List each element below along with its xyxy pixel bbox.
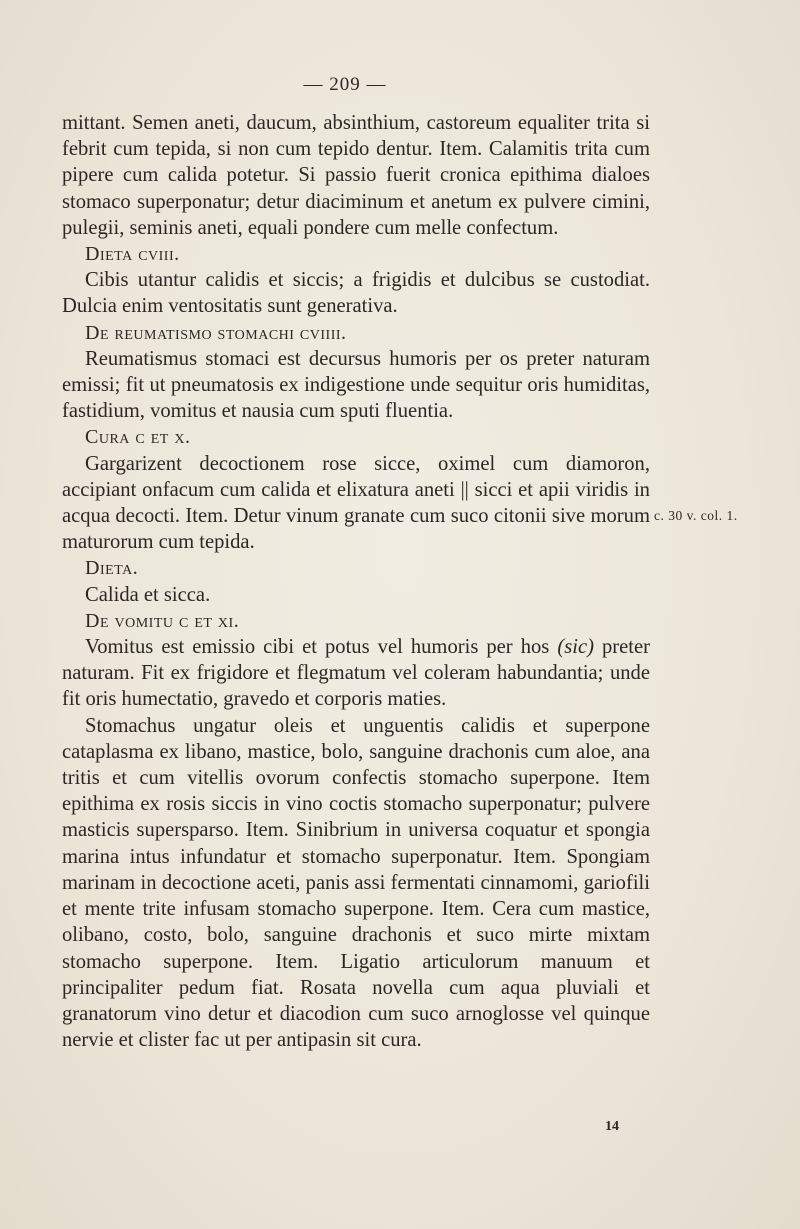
paragraph: Stomachus ungatur oleis et unguentis calidis et superpone cataplasma ex libano, mastice, bolo, sanguine drachonis cum aloe, ana tritis et cum vitellis ovorum confectis stomacho superpone. Item epithima ex rosis siccis in vino coctis stomacho superponatur; pulvere masticis supersparso. Item. Sinibrium in universa coquatur et spongia marina intus infundatur et stomacho superponatur. Item. Spongiam marinam in decoctione aceti, panis assi fermentati cinnamomi, gariofili et mente trite infusam stomacho superpone. Item. Cera cum mastice, olibano, costo, bolo, sanguine drachonis et suco mirte mixtam stomacho superpone. Item. Ligatio articulorum manuum et principaliter pedum fiat. Rosata novella cum aqua pluviali et granatorum vino detur et diacodion cum suco arnoglosse vel quinque nervie et clister fac ut per antipasin sit cura.: [62, 714, 650, 1052]
paragraph: Calida et sicca.: [85, 583, 211, 606]
section-heading: Dieta.: [85, 557, 139, 580]
section-heading: De reumatismo stomachi cviiii.: [85, 321, 347, 344]
text-body: [62, 110, 650, 1053]
paragraph-part: preter naturam. Fit ex frigidore et flegmatum vel coleram habundantia; unde fit oris humectatio, gravedo et corporis maties.: [62, 636, 650, 711]
paragraph-part: Vomitus est emissio cibi et potus vel humoris per hos: [85, 636, 550, 659]
page-number: — 209 —: [303, 74, 387, 95]
paragraph-part: Gargarizent decoctionem rose sicce, oximel cum diamoron, accipiant onfacum cum calida et elixatura aneti: [62, 452, 650, 501]
paragraph: Cibis utantur calidis et siccis; a frigidis et dulcibus se custodiat. Dulcia enim ventositatis sunt generativa.: [62, 269, 650, 318]
paragraph: [62, 634, 650, 713]
paragraph: Reumatismus stomaci est decursus humoris per os preter naturam emissi; fit ut pneumatosis ex indigestione unde sequitur oris humiditas, fastidium, vomitus et nausia cum sputi fluentia.: [62, 347, 650, 423]
margin-note: c. 30 v. col. 1.: [654, 508, 738, 523]
column-separator: ||: [460, 478, 469, 501]
section-heading: De vomitu c et xi.: [85, 609, 240, 632]
paragraph-part: sicci et apii viridis in acqua decocti. Item. Detur vinum granate cum suco citonii sive morum maturorum cum tepida.: [62, 478, 650, 554]
paragraph: [62, 451, 650, 556]
section-heading: Cura c et x.: [85, 426, 191, 449]
signature-mark: 14: [605, 1119, 619, 1134]
sic-note: (sic): [557, 636, 594, 659]
section-heading: Dieta cviii.: [85, 243, 180, 266]
paragraph: mittant. Semen aneti, daucum, absinthium, castoreum equaliter trita si febrit cum tepida, si non cum tepido dentur. Item. Calamitis trita cum pipere cum calida potetur. Si passio fuerit cronica epithima dialoes stomaco superponatur; detur diaciminum et anetum ex pulvere cimini, pulegii, seminis aneti, equali pondere cum melle confectum.: [62, 112, 650, 239]
